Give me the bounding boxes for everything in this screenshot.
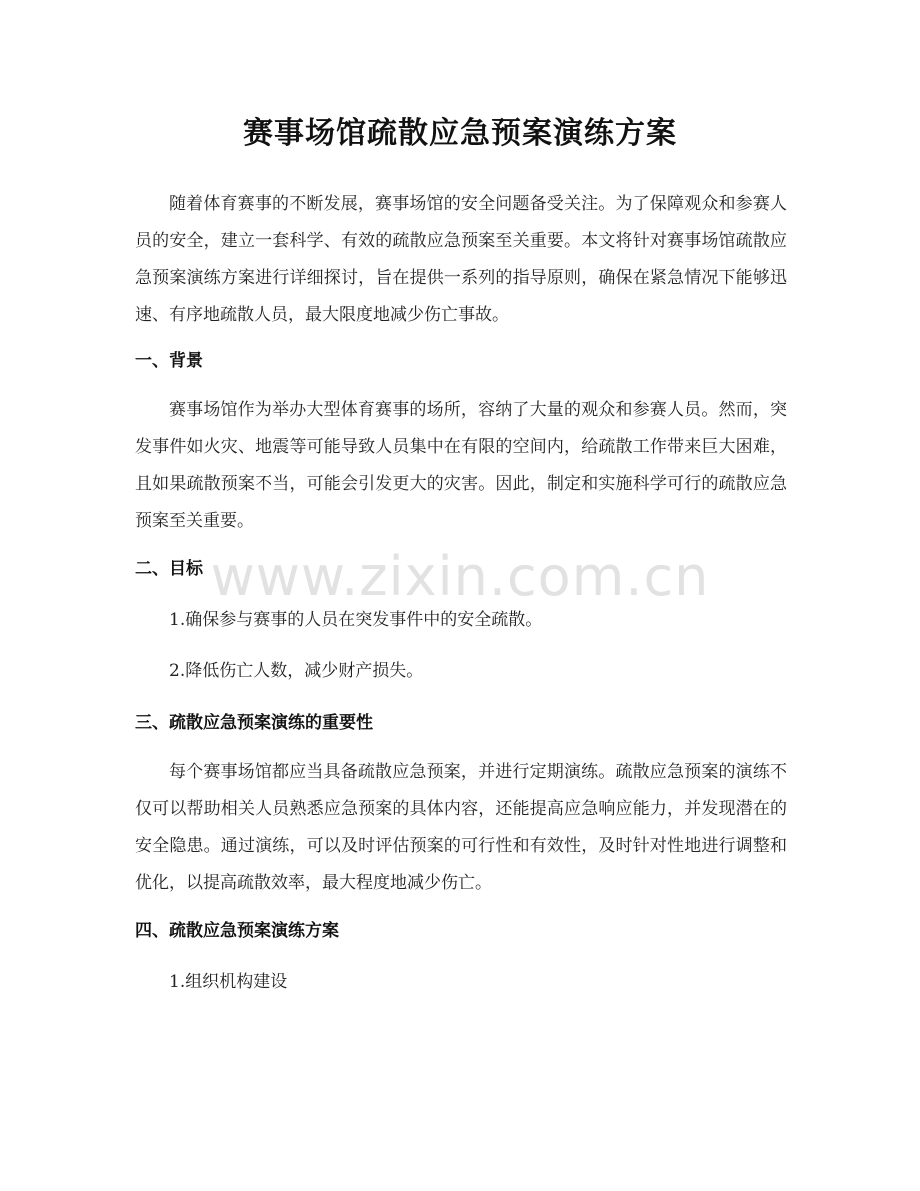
- intro-paragraph: 随着体育赛事的不断发展，赛事场馆的安全问题备受关注。为了保障观众和参赛人员的安全，建立一套科学、有效的疏散应急预案至关重要。本文将针对赛事场馆疏散应急预案演练方案进行详细探讨，旨在提供一系列的指导原则，确保在紧急情况下能够迅速、有序地疏散人员，最大限度地减少伤亡事故。: [135, 194, 787, 325]
- section-heading-plan: 四、疏散应急预案演练方案: [135, 921, 339, 941]
- goal-item: 1.确保参与赛事的人员在突发事件中的安全疏散。: [169, 610, 543, 630]
- section-heading-background: 一、背景: [135, 351, 203, 371]
- watermark: www.zixin.com.cn: [210, 545, 710, 608]
- goal-item: 2.降低伤亡人数，减少财产损失。: [169, 661, 424, 681]
- importance-paragraph: 每个赛事场馆都应当具备疏散应急预案，并进行定期演练。疏散应急预案的演练不仅可以帮助相关人员熟悉应急预案的具体内容，还能提高应急响应能力，并发现潜在的安全隐患。通过演练，可以及时评估预案的可行性和有效性，及时针对性地进行调整和优化，以提高疏散效率，最大程度地减少伤亡。: [135, 762, 787, 893]
- document-title: 赛事场馆疏散应急预案演练方案: [243, 116, 677, 151]
- section-heading-importance: 三、疏散应急预案演练的重要性: [135, 713, 373, 733]
- section-heading-goals: 二、目标: [135, 559, 203, 579]
- background-paragraph: 赛事场馆作为举办大型体育赛事的场所，容纳了大量的观众和参赛人员。然而，突发事件如火灾、地震等可能导致人员集中在有限的空间内，给疏散工作带来巨大困难，且如果疏散预案不当，可能会引发更大的灾害。因此，制定和实施科学可行的疏散应急预案至关重要。: [135, 400, 787, 531]
- plan-item: 1.组织机构建设: [169, 972, 288, 992]
